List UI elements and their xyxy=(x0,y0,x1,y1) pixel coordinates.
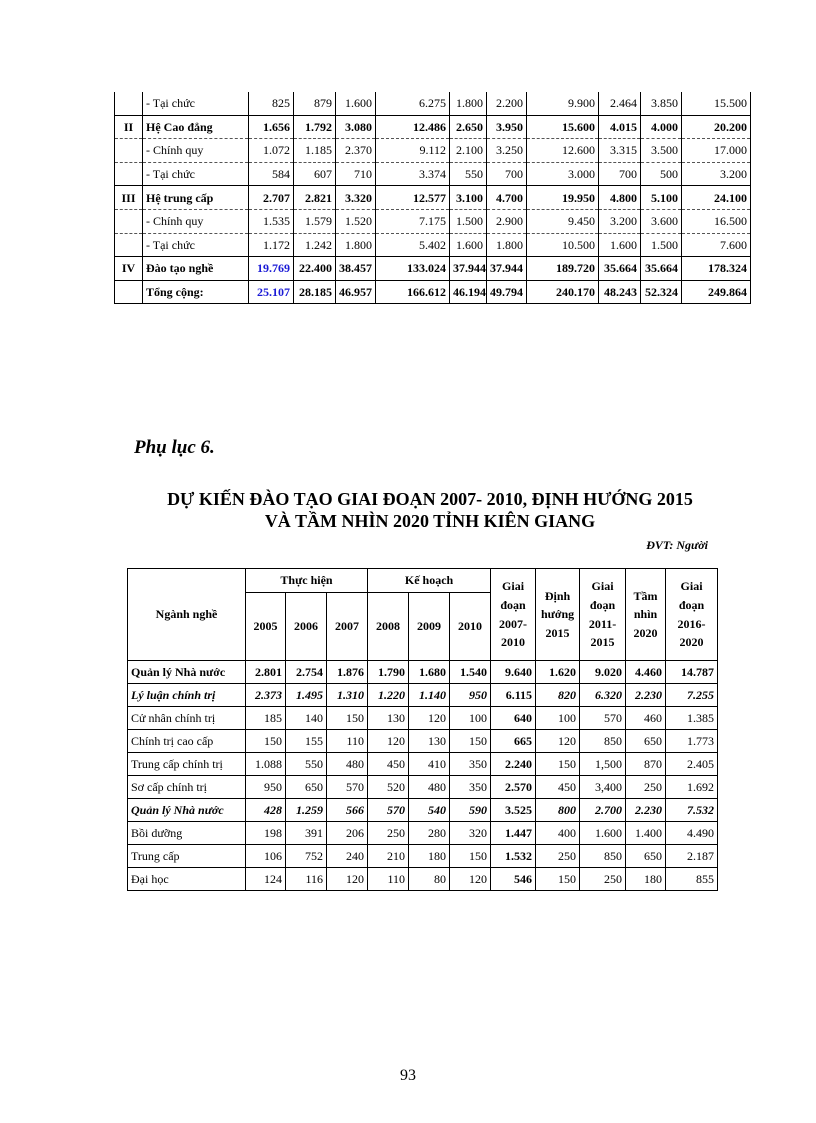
table-row xyxy=(115,162,751,186)
cell-value: 650 xyxy=(626,730,666,753)
cell-value: 4.015 xyxy=(599,115,641,139)
cell-value: 9.112 xyxy=(376,139,450,163)
cell-value: 2.707 xyxy=(249,186,294,210)
cell-value: 1.600 xyxy=(336,92,376,115)
cell-value: 1.620 xyxy=(536,661,580,684)
cell-value: 46.194 xyxy=(450,280,487,304)
header-thuc-hien: Thực hiện xyxy=(246,569,368,593)
row-label: - Tại chức xyxy=(143,233,249,257)
cell-value: 250 xyxy=(368,822,409,845)
cell-value: 12.486 xyxy=(376,115,450,139)
cell-value: 240.170 xyxy=(527,280,599,304)
cell-value: 130 xyxy=(409,730,450,753)
table-row xyxy=(115,257,751,281)
cell-value: 9.020 xyxy=(580,661,626,684)
cell-value: 650 xyxy=(626,845,666,868)
cell-value: 7.532 xyxy=(666,799,718,822)
cell-value: 320 xyxy=(450,822,491,845)
cell-value: 1.773 xyxy=(666,730,718,753)
cell-value: 2.900 xyxy=(487,209,527,233)
cell-value: 570 xyxy=(580,707,626,730)
cell-value: 1,500 xyxy=(580,753,626,776)
table-row xyxy=(128,845,718,868)
cell-value: 37.944 xyxy=(450,257,487,281)
cell-value: 391 xyxy=(286,822,327,845)
header-year-2008: 2008 xyxy=(368,593,409,661)
header-year-2007: 2007 xyxy=(327,593,368,661)
row-roman-numeral: III xyxy=(115,186,143,210)
cell-value: 250 xyxy=(626,776,666,799)
cell-value: 665 xyxy=(491,730,536,753)
cell-value: 12.577 xyxy=(376,186,450,210)
cell-value: 38.457 xyxy=(336,257,376,281)
cell-value: 1.579 xyxy=(294,209,336,233)
cell-value: 17.000 xyxy=(682,139,751,163)
cell-value: 46.957 xyxy=(336,280,376,304)
cell-value: 189.720 xyxy=(527,257,599,281)
cell-value: 640 xyxy=(491,707,536,730)
row-roman-numeral: II xyxy=(115,115,143,139)
cell-value: 140 xyxy=(286,707,327,730)
row-roman-numeral xyxy=(115,233,143,257)
cell-value: 546 xyxy=(491,868,536,891)
row-label: Trung cấp chính trị xyxy=(128,753,246,776)
table-row xyxy=(128,753,718,776)
row-label: Quản lý Nhà nước xyxy=(128,661,246,684)
cell-value: 52.324 xyxy=(641,280,682,304)
row-label: Sơ cấp chính trị xyxy=(128,776,246,799)
cell-value: 1.800 xyxy=(487,233,527,257)
row-label: Cử nhân chính trị xyxy=(128,707,246,730)
row-label: Tổng cộng: xyxy=(143,280,249,304)
cell-value: 150 xyxy=(536,753,580,776)
header-nganh-nghe: Ngành nghề xyxy=(128,569,246,661)
cell-value: 1.495 xyxy=(286,684,327,707)
cell-value: 35.664 xyxy=(641,257,682,281)
row-label: Bồi dưỡng xyxy=(128,822,246,845)
cell-value: 206 xyxy=(327,822,368,845)
cell-value: 1.800 xyxy=(450,92,487,115)
cell-value: 185 xyxy=(246,707,286,730)
cell-value: 7.175 xyxy=(376,209,450,233)
cell-value: 15.500 xyxy=(682,92,751,115)
cell-value: 850 xyxy=(580,845,626,868)
cell-value: 1.535 xyxy=(249,209,294,233)
cell-value: 3.250 xyxy=(487,139,527,163)
cell-value: 130 xyxy=(368,707,409,730)
cell-value: 850 xyxy=(580,730,626,753)
cell-value: 1.800 xyxy=(336,233,376,257)
cell-value: 14.787 xyxy=(666,661,718,684)
table-row xyxy=(128,661,718,684)
cell-value: 950 xyxy=(450,684,491,707)
cell-value: 428 xyxy=(246,799,286,822)
cell-value: 250 xyxy=(536,845,580,868)
cell-value: 150 xyxy=(536,868,580,891)
cell-value: 133.024 xyxy=(376,257,450,281)
cell-value: 400 xyxy=(536,822,580,845)
cell-value: 48.243 xyxy=(599,280,641,304)
cell-value: 100 xyxy=(450,707,491,730)
row-label: Chính trị cao cấp xyxy=(128,730,246,753)
cell-value: 3.200 xyxy=(682,162,751,186)
cell-value: 1.220 xyxy=(368,684,409,707)
table-row xyxy=(115,186,751,210)
cell-value: 120 xyxy=(409,707,450,730)
row-roman-numeral xyxy=(115,162,143,186)
cell-value: 25.107 xyxy=(249,280,294,304)
cell-value: 710 xyxy=(336,162,376,186)
cell-value: 80 xyxy=(409,868,450,891)
header-ke-hoach: Kế hoạch xyxy=(368,569,491,593)
table-row xyxy=(128,822,718,845)
cell-value: 280 xyxy=(409,822,450,845)
cell-value: 3.315 xyxy=(599,139,641,163)
cell-value: 1.532 xyxy=(491,845,536,868)
document-title-line-1: DỰ KIẾN ĐÀO TẠO GIAI ĐOẠN 2007- 2010, ĐỊNH HƯỚNG 2015 xyxy=(167,489,693,509)
header-dinh-huong-2015: Định hướng 2015 xyxy=(536,569,580,661)
cell-value: 1.500 xyxy=(450,209,487,233)
cell-value: 155 xyxy=(286,730,327,753)
cell-value: 110 xyxy=(327,730,368,753)
cell-value: 752 xyxy=(286,845,327,868)
cell-value: 4.490 xyxy=(666,822,718,845)
row-label: Đại học xyxy=(128,868,246,891)
cell-value: 3.600 xyxy=(641,209,682,233)
cell-value: 120 xyxy=(536,730,580,753)
cell-value: 1.790 xyxy=(368,661,409,684)
cell-value: 520 xyxy=(368,776,409,799)
cell-value: 820 xyxy=(536,684,580,707)
cell-value: 6.115 xyxy=(491,684,536,707)
table-row xyxy=(115,209,751,233)
cell-value: 540 xyxy=(409,799,450,822)
cell-value: 1.185 xyxy=(294,139,336,163)
cell-value: 28.185 xyxy=(294,280,336,304)
row-label: Hệ Cao đẳng xyxy=(143,115,249,139)
cell-value: 22.400 xyxy=(294,257,336,281)
cell-value: 566 xyxy=(327,799,368,822)
cell-value: 3.000 xyxy=(527,162,599,186)
cell-value: 7.255 xyxy=(666,684,718,707)
cell-value: 19.769 xyxy=(249,257,294,281)
cell-value: 1.242 xyxy=(294,233,336,257)
training-table-continued xyxy=(114,92,751,304)
cell-value: 1.520 xyxy=(336,209,376,233)
cell-value: 460 xyxy=(626,707,666,730)
row-roman-numeral xyxy=(115,280,143,304)
cell-value: 4.800 xyxy=(599,186,641,210)
cell-value: 1.259 xyxy=(286,799,327,822)
cell-value: 3.500 xyxy=(641,139,682,163)
cell-value: 180 xyxy=(409,845,450,868)
cell-value: 950 xyxy=(246,776,286,799)
table-row xyxy=(128,776,718,799)
cell-value: 2.650 xyxy=(450,115,487,139)
cell-value: 1.792 xyxy=(294,115,336,139)
cell-value: 150 xyxy=(246,730,286,753)
header-tam-nhin-2020: Tầm nhìn 2020 xyxy=(626,569,666,661)
cell-value: 1.447 xyxy=(491,822,536,845)
cell-value: 1.876 xyxy=(327,661,368,684)
row-label: Lý luận chính trị xyxy=(128,684,246,707)
cell-value: 3.374 xyxy=(376,162,450,186)
cell-value: 49.794 xyxy=(487,280,527,304)
cell-value: 110 xyxy=(368,868,409,891)
cell-value: 210 xyxy=(368,845,409,868)
cell-value: 1.680 xyxy=(409,661,450,684)
cell-value: 7.600 xyxy=(682,233,751,257)
cell-value: 120 xyxy=(327,868,368,891)
cell-value: 825 xyxy=(249,92,294,115)
cell-value: 249.864 xyxy=(682,280,751,304)
cell-value: 12.600 xyxy=(527,139,599,163)
cell-value: 450 xyxy=(368,753,409,776)
cell-value: 9.450 xyxy=(527,209,599,233)
cell-value: 3.100 xyxy=(450,186,487,210)
cell-value: 124 xyxy=(246,868,286,891)
appendix-title: Phụ lục 6. xyxy=(134,437,215,458)
cell-value: 1.088 xyxy=(246,753,286,776)
table-row xyxy=(115,92,751,115)
cell-value: 4.000 xyxy=(641,115,682,139)
cell-value: 2.187 xyxy=(666,845,718,868)
cell-value: 19.950 xyxy=(527,186,599,210)
cell-value: 120 xyxy=(368,730,409,753)
cell-value: 584 xyxy=(249,162,294,186)
cell-value: 150 xyxy=(327,707,368,730)
cell-value: 6.320 xyxy=(580,684,626,707)
header-year-2010: 2010 xyxy=(450,593,491,661)
table-row xyxy=(115,233,751,257)
cell-value: 1.692 xyxy=(666,776,718,799)
row-label: - Tại chức xyxy=(143,92,249,115)
table-row xyxy=(128,868,718,891)
cell-value: 350 xyxy=(450,776,491,799)
cell-value: 550 xyxy=(450,162,487,186)
cell-value: 570 xyxy=(327,776,368,799)
cell-value: 1.540 xyxy=(450,661,491,684)
cell-value: 1.400 xyxy=(626,822,666,845)
cell-value: 2.405 xyxy=(666,753,718,776)
cell-value: 100 xyxy=(536,707,580,730)
cell-value: 3.080 xyxy=(336,115,376,139)
cell-value: 6.275 xyxy=(376,92,450,115)
cell-value: 1.072 xyxy=(249,139,294,163)
header-year-2006: 2006 xyxy=(286,593,327,661)
cell-value: 180 xyxy=(626,868,666,891)
cell-value: 106 xyxy=(246,845,286,868)
cell-value: 879 xyxy=(294,92,336,115)
row-label: Hệ trung cấp xyxy=(143,186,249,210)
cell-value: 1.500 xyxy=(641,233,682,257)
table-row xyxy=(128,707,718,730)
row-label: - Chính quy xyxy=(143,209,249,233)
cell-value: 4.700 xyxy=(487,186,527,210)
header-giai-doan-2007-2010: Giai đoạn 2007-2010 xyxy=(491,569,536,661)
row-roman-numeral xyxy=(115,92,143,115)
cell-value: 4.460 xyxy=(626,661,666,684)
document-title-line-2: VÀ TẦM NHÌN 2020 TỈNH KIÊN GIANG xyxy=(264,511,596,531)
cell-value: 2.200 xyxy=(487,92,527,115)
cell-value: 350 xyxy=(450,753,491,776)
cell-value: 607 xyxy=(294,162,336,186)
cell-value: 2.754 xyxy=(286,661,327,684)
cell-value: 24.100 xyxy=(682,186,751,210)
cell-value: 20.200 xyxy=(682,115,751,139)
cell-value: 1.140 xyxy=(409,684,450,707)
cell-value: 870 xyxy=(626,753,666,776)
row-roman-numeral xyxy=(115,209,143,233)
cell-value: 800 xyxy=(536,799,580,822)
cell-value: 2.464 xyxy=(599,92,641,115)
header-giai-doan-2011-2015: Giai đoạn 2011-2015 xyxy=(580,569,626,661)
table-row xyxy=(115,280,751,304)
cell-value: 1.600 xyxy=(599,233,641,257)
cell-value: 5.402 xyxy=(376,233,450,257)
cell-value: 2.373 xyxy=(246,684,286,707)
cell-value: 3.525 xyxy=(491,799,536,822)
cell-value: 3.850 xyxy=(641,92,682,115)
cell-value: 116 xyxy=(286,868,327,891)
cell-value: 855 xyxy=(666,868,718,891)
row-label: - Chính quy xyxy=(143,139,249,163)
cell-value: 37.944 xyxy=(487,257,527,281)
row-roman-numeral: IV xyxy=(115,257,143,281)
cell-value: 178.324 xyxy=(682,257,751,281)
cell-value: 15.600 xyxy=(527,115,599,139)
cell-value: 9.900 xyxy=(527,92,599,115)
cell-value: 2.570 xyxy=(491,776,536,799)
cell-value: 35.664 xyxy=(599,257,641,281)
cell-value: 2.801 xyxy=(246,661,286,684)
cell-value: 2.230 xyxy=(626,799,666,822)
cell-value: 10.500 xyxy=(527,233,599,257)
cell-value: 2.100 xyxy=(450,139,487,163)
cell-value: 2.230 xyxy=(626,684,666,707)
header-giai-doan-2016-2020: Giai đoạn 2016-2020 xyxy=(666,569,718,661)
table-row xyxy=(128,799,718,822)
cell-value: 198 xyxy=(246,822,286,845)
cell-value: 1.385 xyxy=(666,707,718,730)
cell-value: 166.612 xyxy=(376,280,450,304)
cell-value: 650 xyxy=(286,776,327,799)
row-label: Quản lý Nhà nước xyxy=(128,799,246,822)
cell-value: 9.640 xyxy=(491,661,536,684)
cell-value: 500 xyxy=(641,162,682,186)
cell-value: 450 xyxy=(536,776,580,799)
unit-note: ĐVT: Người xyxy=(646,538,708,552)
table-row xyxy=(115,139,751,163)
cell-value: 2.700 xyxy=(580,799,626,822)
cell-value: 2.370 xyxy=(336,139,376,163)
cell-value: 410 xyxy=(409,753,450,776)
cell-value: 590 xyxy=(450,799,491,822)
header-year-2009: 2009 xyxy=(409,593,450,661)
cell-value: 16.500 xyxy=(682,209,751,233)
row-label: Trung cấp xyxy=(128,845,246,868)
cell-value: 700 xyxy=(487,162,527,186)
header-year-2005: 2005 xyxy=(246,593,286,661)
cell-value: 1.656 xyxy=(249,115,294,139)
cell-value: 3.320 xyxy=(336,186,376,210)
cell-value: 5.100 xyxy=(641,186,682,210)
row-roman-numeral xyxy=(115,139,143,163)
cell-value: 700 xyxy=(599,162,641,186)
row-label: Đào tạo nghề xyxy=(143,257,249,281)
table-row xyxy=(115,115,751,139)
table-row xyxy=(128,730,718,753)
table-row xyxy=(128,684,718,707)
cell-value: 120 xyxy=(450,868,491,891)
cell-value: 1.600 xyxy=(450,233,487,257)
cell-value: 3.950 xyxy=(487,115,527,139)
cell-value: 1.310 xyxy=(327,684,368,707)
cell-value: 480 xyxy=(327,753,368,776)
cell-value: 3.200 xyxy=(599,209,641,233)
cell-value: 570 xyxy=(368,799,409,822)
cell-value: 480 xyxy=(409,776,450,799)
row-label: - Tại chức xyxy=(143,162,249,186)
cell-value: 240 xyxy=(327,845,368,868)
cell-value: 1.172 xyxy=(249,233,294,257)
cell-value: 550 xyxy=(286,753,327,776)
cell-value: 2.821 xyxy=(294,186,336,210)
training-plan-table xyxy=(127,568,718,891)
cell-value: 250 xyxy=(580,868,626,891)
page-number: 93 xyxy=(400,1067,416,1084)
cell-value: 150 xyxy=(450,845,491,868)
cell-value: 150 xyxy=(450,730,491,753)
cell-value: 3,400 xyxy=(580,776,626,799)
cell-value: 2.240 xyxy=(491,753,536,776)
cell-value: 1.600 xyxy=(580,822,626,845)
